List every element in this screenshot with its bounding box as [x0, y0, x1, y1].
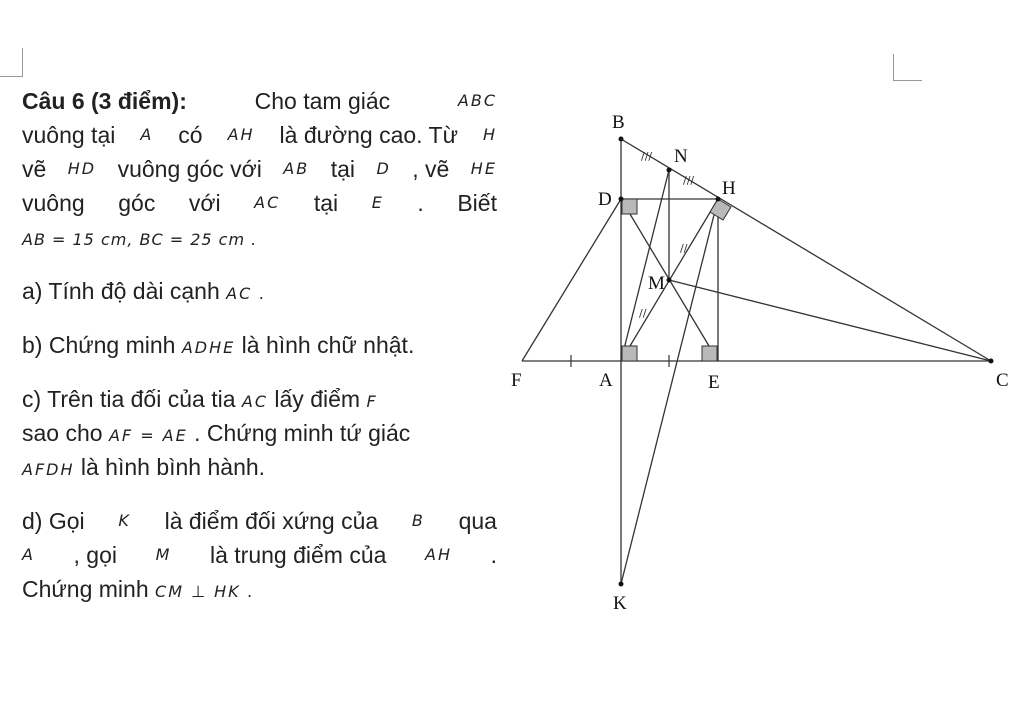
part-b-text: b) Chứng minh: [22, 332, 176, 358]
point-m: [667, 278, 672, 283]
intro-text: với: [188, 190, 221, 216]
math-adhe: ADHE: [181, 338, 236, 357]
part-a: [22, 274, 497, 308]
part-c-text: sao cho: [22, 420, 103, 446]
part-b: [22, 328, 497, 362]
label-e: E: [708, 372, 720, 393]
line-bc: [621, 139, 991, 361]
part-d-text: qua: [458, 508, 497, 534]
math-ac: AC: [254, 193, 281, 212]
intro-text: tại: [313, 190, 339, 216]
intro-line-4: [22, 186, 497, 220]
figure-lines: [522, 139, 991, 584]
math-a: A: [22, 545, 35, 564]
label-f: F: [511, 370, 522, 391]
label-d: D: [598, 189, 612, 210]
part-d-text: là trung điểm của: [209, 542, 387, 568]
intro-text: , vẽ: [412, 156, 450, 182]
point-b: [619, 137, 624, 142]
math-abc: ABC: [457, 91, 497, 110]
point-c: [989, 359, 994, 364]
intro-line-3: [22, 152, 497, 186]
point-h: [716, 197, 721, 202]
given-values: AB = 15 cm, BC = 25 cm .: [22, 230, 258, 249]
intro-text: vẽ: [22, 156, 47, 182]
equal-mark-am: //: [639, 307, 647, 320]
part-d-line-3: [22, 572, 497, 606]
label-h: H: [722, 178, 736, 199]
geometry-figure: [505, 100, 1020, 620]
part-c-text: lấy điểm: [274, 386, 361, 412]
math-k: K: [118, 511, 131, 530]
part-d-text: Chứng minh: [22, 576, 149, 602]
intro-line-1: [22, 84, 497, 118]
part-c-line-2: [22, 416, 497, 450]
intro-text: .: [417, 190, 424, 216]
page-corner-top-right: [893, 54, 922, 81]
intro-text: là đường cao. Từ: [279, 122, 458, 148]
part-d-text: d) Gọi: [22, 508, 85, 534]
math-hd: HD: [67, 159, 97, 178]
right-angle-a: [622, 346, 637, 361]
equal-marks: [639, 150, 694, 320]
label-n: N: [674, 146, 688, 167]
math-m: M: [155, 545, 172, 564]
math-af-ae: AF = AE: [108, 426, 188, 445]
math-ac: AC: [241, 392, 269, 411]
part-c-line-3: [22, 450, 497, 484]
math-afdh: AFDH: [22, 460, 75, 479]
intro-text: vuông: [22, 190, 85, 216]
math-h: H: [482, 125, 497, 144]
math-he: HE: [470, 159, 497, 178]
point-d: [619, 197, 624, 202]
part-c-text: c) Trên tia đối của tia: [22, 386, 236, 412]
equal-mark-nh: ///: [683, 174, 695, 187]
intro-line-5: [22, 220, 497, 254]
label-a: A: [599, 370, 613, 391]
intro-text: tại: [330, 156, 355, 182]
point-labels: [511, 112, 1009, 614]
part-d-end: .: [247, 582, 253, 601]
part-a-end: .: [258, 284, 264, 303]
part-a-text: a) Tính độ dài cạnh: [22, 278, 220, 304]
equal-mark-bn: ///: [641, 150, 653, 163]
intro-line-2: [22, 118, 497, 152]
label-b: B: [612, 112, 625, 133]
part-c-text: là hình bình hành.: [80, 454, 266, 480]
part-d-line-2: [22, 538, 497, 572]
part-c-line-1: [22, 382, 497, 416]
math-f: F: [366, 392, 378, 411]
label-c: C: [996, 370, 1009, 391]
label-k: K: [613, 593, 627, 614]
intro-text: Biết: [457, 190, 497, 216]
question-heading: Câu 6 (3 điểm):: [22, 88, 187, 114]
intro-text: vuông tại: [22, 122, 116, 148]
line-fd: [522, 199, 621, 361]
label-m: M: [648, 273, 665, 294]
intro-text: Cho tam giác: [254, 88, 391, 114]
intro-text: vuông góc với: [117, 156, 262, 182]
math-a: A: [140, 125, 154, 144]
math-cm-perp-hk: CM ⊥ HK: [155, 582, 241, 601]
intro-text: góc: [118, 190, 156, 216]
part-d-line-1: [22, 504, 497, 538]
point-k: [619, 582, 624, 587]
math-ab: AB: [283, 159, 310, 178]
math-ah: AH: [425, 545, 452, 564]
math-d: D: [376, 159, 391, 178]
part-d-text: , gọi: [73, 542, 118, 568]
point-n: [667, 168, 672, 173]
equal-mark-mh: //: [680, 242, 688, 255]
part-c-text: . Chứng minh tứ giác: [194, 420, 411, 446]
part-d-text: là điểm đối xứng của: [164, 508, 379, 534]
right-angle-e: [702, 346, 717, 361]
math-e: E: [371, 193, 384, 212]
part-d-text: .: [490, 542, 497, 568]
math-ac: AC: [226, 284, 253, 303]
math-b: B: [411, 511, 425, 530]
part-b-end: là hình chữ nhật.: [241, 332, 415, 358]
page-corner-top-left: [0, 48, 23, 77]
right-angle-marks: [622, 199, 731, 361]
right-angle-d: [622, 199, 637, 214]
intro-text: có: [178, 122, 203, 148]
problem-text: [22, 84, 497, 606]
math-ah: AH: [227, 125, 255, 144]
